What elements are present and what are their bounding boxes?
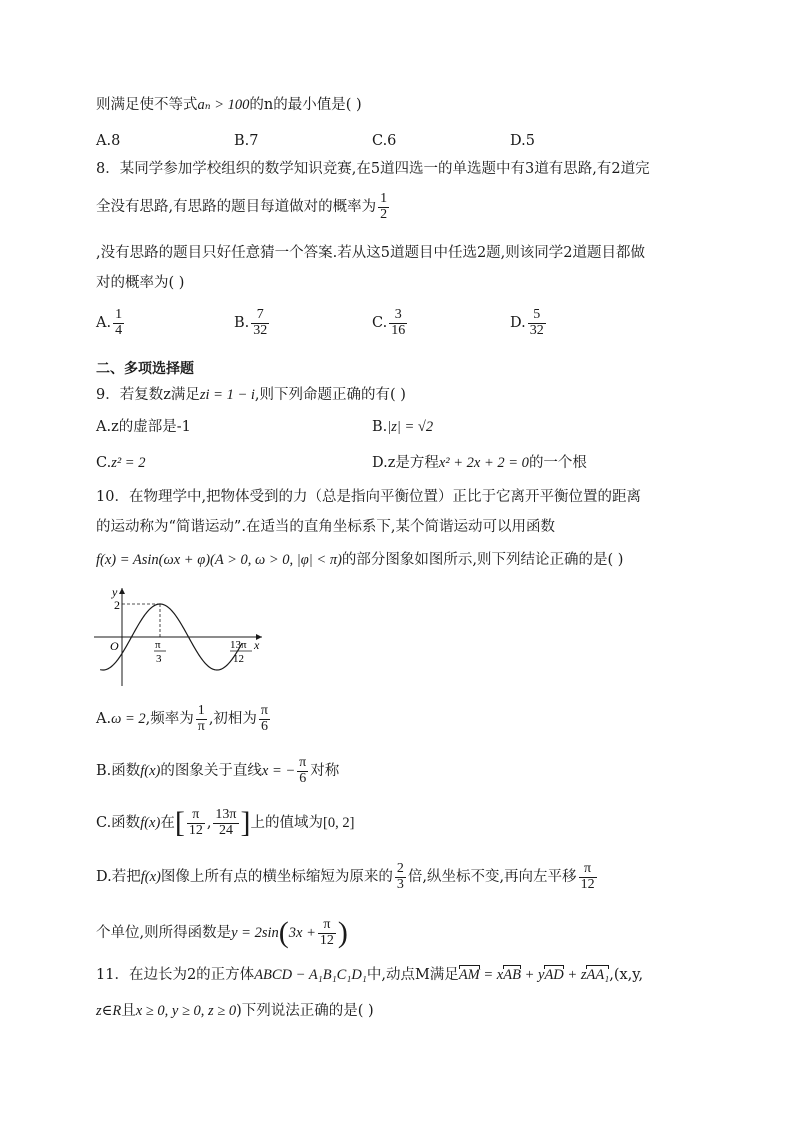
q8-option-a [96,308,126,338]
shift-fraction [579,862,597,892]
q11-vector-equation [459,967,609,983]
q9-suffix: ,则下列命题正确的有( ) [254,387,406,403]
q10-line-2: 的运动称为“简谐运动”.在适当的直角坐标系下,某个简谐运动可以用函数 [96,519,556,535]
q10-d-line-2-text: 个单位,则所得函数是 [96,925,232,942]
q10-option-a [96,704,272,734]
q11-line-2-mid: 且 [121,1003,136,1019]
fraction-numerator: π [299,755,307,770]
fraction-denominator: 12 [188,822,203,838]
q7-option-a: A.8 [96,133,121,149]
q10-d-result-inner: 3x + [288,925,316,942]
q11-line-2-suffix: )下列说法正确的是( ) [236,1003,374,1019]
fraction-numerator: 1 [196,704,207,720]
interval-start-fraction [187,808,205,838]
q10-function: f(x) = Asin(ωx + φ)(A > 0, ω > 0, |φ| < π) [96,552,342,568]
x-tick-1-num: π [155,639,161,651]
vector-am: AM [458,967,480,983]
q7-option-d: D.5 [510,133,535,149]
q10-option-d [96,862,599,892]
option-fraction [113,308,124,338]
q8-line-4: 对的概率为( ) [96,275,185,291]
q8-line-2 [96,192,391,222]
fraction-denominator: 4 [115,322,123,338]
fraction-denominator: π [197,718,205,734]
option-label: B. [234,315,250,332]
fraction-denominator: 16 [391,322,406,338]
q8-line-3: ,没有思路的题目只好任意猜一个答案.若从这5道题目中任选2题,则该同学2道题目都做 [96,245,646,261]
option-label: C.函数 [96,815,141,832]
fraction-denominator: 24 [218,822,233,838]
q9-option-c [96,456,145,471]
q10-fx: f(x) [140,815,161,832]
q10-line-1: 10．在物理学中,把物体受到的力（总是指向平衡位置）正比于它离开平衡位置的距离 [96,489,642,505]
q8-option-b [234,308,271,338]
q10-option-b [96,756,339,786]
option-label: A. [96,315,112,332]
fraction-denominator: 12 [319,932,334,948]
y-tick-label: 2 [114,598,120,612]
q9-option-d [372,456,587,471]
fraction-numerator: 3 [389,308,407,324]
right-paren: ) [337,916,348,950]
q11-line-2 [96,1004,374,1019]
x-axis-label: x [254,638,260,652]
option-label: C. [372,315,388,332]
q10-b-suffix: 对称 [310,763,340,780]
q7-prefix: 则满足使不等式 [96,97,198,113]
q10-c-text-2: 上的值域为 [250,815,323,832]
fraction-denominator: 2 [380,206,388,222]
q7-option-b: B.7 [234,133,259,149]
q9-option-c-math: z² = 2 [111,455,146,471]
q10-fx: f(x) [140,763,161,780]
q9-condition: zi = 1 − i [199,387,255,403]
q11-tail: ,(x,y, [609,967,644,983]
q11-z-in-r: z∈R [96,1003,122,1019]
q11-conditions: x ≥ 0, y ≥ 0, z ≥ 0 [135,1003,237,1019]
q10-a-text-1: ,频率为 [145,711,194,728]
left-paren: ( [278,916,289,950]
q9-option-d-prefix: D.z是方程 [372,455,439,471]
q10-b-text: 的图象关于直线 [160,763,262,780]
x-tick-1-den: 3 [156,653,162,665]
fraction-denominator: 6 [260,718,268,734]
right-bracket: ] [240,806,251,840]
equals-x: = x [479,967,504,983]
option-label: C. [96,455,112,471]
plus-z: + z [563,967,587,983]
scale-fraction [395,862,406,892]
sine-graph [90,582,270,692]
q10-omega: ω = 2 [111,711,146,728]
q10-b-math: x = − [261,763,296,780]
option-label: D.若把 [96,869,141,886]
fraction-numerator: π [579,862,597,878]
q10-c-text: 在 [160,815,175,832]
q7-question-line [96,98,362,113]
fraction-numerator: π [260,703,268,718]
fraction-numerator: π [187,808,205,824]
q10-d-text-2: 倍,纵坐标不变,再向左平移 [407,869,577,886]
q10-d-text-1: 图像上所有点的横坐标缩短为原来的 [160,869,393,886]
q10-d-result-left: y = 2sin [231,925,279,942]
q7-inequality: aₙ > 100 [197,97,250,113]
line-fraction [297,756,308,786]
q10-a-text-2: ,初相为 [208,711,257,728]
q8-line-1: 8．某同学参加学校组织的数学知识竞赛,在5道四选一的单选题中有3道有思路,有2道完 [96,161,650,177]
q11-prefix: 11．在边长为2的正方体 [96,967,255,983]
fraction-numerator: 1 [380,191,388,206]
q10-line-3-suffix: 的部分图象如图所示,则下列结论正确的是( ) [341,552,624,568]
q7-option-c: C.6 [372,133,397,149]
q9-option-a: A.z的虚部是-1 [96,419,191,435]
fraction-numerator: 1 [115,307,123,322]
phase-fraction [259,704,270,734]
x-tick-2-num: 13π [230,639,247,651]
q9-question-line [96,388,406,403]
fraction-numerator: 2 [396,861,404,876]
q8-option-c [372,308,409,338]
option-fraction [528,308,546,338]
q9-option-b-math: |z| = √2 [387,419,434,435]
origin-label: O [110,639,119,653]
option-label: D. [510,315,526,332]
option-label: B. [372,419,388,435]
vector-ab: AB [503,967,521,983]
vector-aa1: AA₁ [586,967,610,983]
fraction-numerator: 7 [251,308,269,324]
fraction-numerator: 13π [215,807,237,822]
fraction-denominator: 12 [580,876,595,892]
interval-end-fraction [213,808,238,838]
option-label: A. [96,711,112,728]
x-tick-2-den: 12 [233,653,244,665]
q8-probability-fraction [378,192,389,222]
option-fraction [251,308,269,338]
section-title: 二、多项选择题 [96,361,194,377]
q10-option-c: C.函数f(x)在[ $\frac{\pi}{12}$ , $\frac{13\pi}{24}$ ]上的值域为[0, 2] [96,806,355,840]
q9-option-b [372,420,433,435]
option-fraction [389,308,407,338]
q9-option-d-suffix: 的一个根 [528,455,587,471]
left-bracket: [ [174,806,185,840]
q10-option-d-line-2 [96,918,348,948]
q9-prefix: 9．若复数z满足 [96,387,200,403]
q9-option-d-math: x² + 2x + 2 = 0 [438,455,529,471]
option-label: B.函数 [96,763,141,780]
fraction-numerator: 5 [528,308,546,324]
result-fraction [318,918,336,948]
plus-y: + y [520,967,545,983]
q8-line-2-text: 全没有思路,有思路的题目每道做对的概率为 [96,199,377,216]
fraction-denominator: 6 [299,770,307,786]
q10-c-range: [0, 2] [323,815,355,832]
q11-line-1 [96,968,643,983]
frequency-fraction [196,704,207,734]
q8-option-d [510,308,548,338]
y-axis-label: y [112,585,118,599]
fraction-denominator: 32 [253,322,268,338]
vector-ad: AD [544,967,564,983]
q7-suffix: 的n的最小值是( ) [249,97,362,113]
fraction-numerator: π [318,918,336,934]
q10-line-3 [96,553,623,568]
fraction-denominator: 32 [529,322,544,338]
q11-mid: 中,动点M满足 [366,967,459,983]
fraction-denominator: 3 [396,876,404,892]
q10-fx: f(x) [140,869,161,886]
q11-cube: ABCD − A₁B₁C₁D₁ [254,967,367,983]
